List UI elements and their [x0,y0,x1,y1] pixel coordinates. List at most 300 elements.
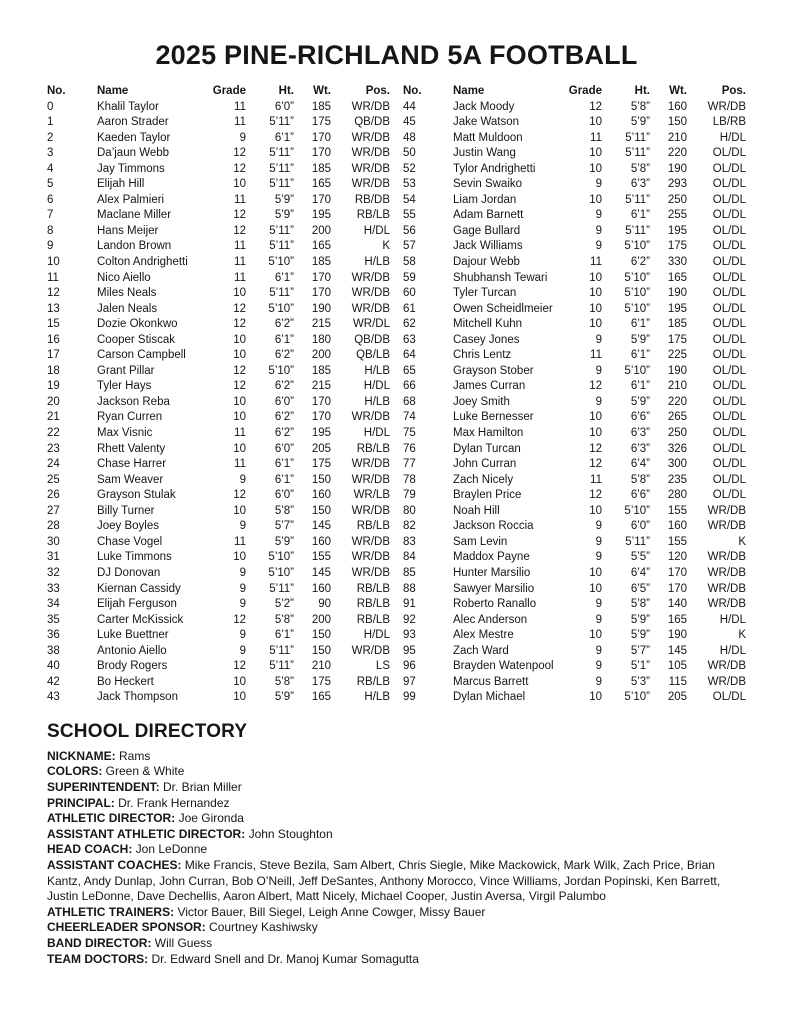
table-row [47,131,390,147]
table-row [47,224,390,240]
cell-no: 68 [403,395,416,408]
cell-grade: 12 [233,224,246,237]
cell-wt: 175 [667,333,687,346]
cell-ht: 5’9” [630,116,650,129]
cell-name: Noah Hill [453,504,500,517]
cell-wt: 145 [311,566,331,579]
cell-name: Jackson Reba [97,395,170,408]
cell-pos: OL/DL [712,162,746,175]
directory-value: Victor Bauer, Bill Siegel, Leigh Anne Cowger, Missy Bauer [177,904,486,919]
table-row [403,364,746,380]
cell-pos: OL/DL [712,318,746,331]
cell-pos: OL/DL [712,427,746,440]
cell-name: Rhett Valenty [97,442,166,455]
cell-name: Cooper Stiscak [97,333,175,346]
cell-grade: 12 [233,489,246,502]
cell-grade: 10 [589,162,602,175]
cell-pos: H/DL [719,613,746,626]
cell-pos: OL/DL [712,395,746,408]
cell-no: 78 [403,473,416,486]
table-row [403,488,746,504]
table-row [47,597,390,613]
cell-wt: 190 [667,162,687,175]
directory-entry [47,749,746,765]
cell-pos: RB/DB [354,193,390,206]
cell-name: Tyler Turcan [453,287,517,300]
cell-ht: 6’5” [630,582,650,595]
table-row [47,442,390,458]
cell-name: Da’jaun Webb [97,147,170,160]
directory-value: Green & White [105,764,185,779]
column-header-wt: Wt. [313,85,331,97]
table-row [403,613,746,629]
table-row [403,426,746,442]
cell-ht: 5’11” [625,193,650,206]
cell-wt: 225 [667,349,687,362]
cell-wt: 155 [311,551,331,564]
table-row [403,193,746,209]
cell-name: Joey Smith [453,395,510,408]
table-row [47,504,390,520]
directory-label: ATHLETIC TRAINERS: [47,904,178,919]
cell-name: Landon Brown [97,240,172,253]
cell-no: 75 [403,427,416,440]
directory-entry [47,920,746,936]
table-row [403,597,746,613]
cell-wt: 170 [311,131,331,144]
cell-name: Maddox Payne [453,551,530,564]
cell-wt: 170 [311,271,331,284]
column-header-pos: Pos. [365,85,390,97]
cell-grade: 9 [239,598,246,611]
cell-grade: 9 [239,644,246,657]
cell-ht: 6’1” [630,318,650,331]
cell-wt: 175 [311,675,331,688]
cell-ht: 5’9” [630,613,650,626]
table-row [47,690,390,706]
cell-ht: 5’9” [274,535,294,548]
cell-grade: 10 [233,349,246,362]
column-header-grade: Grade [568,85,602,97]
cell-ht: 5’8” [274,504,294,517]
cell-pos: H/LB [364,364,390,377]
cell-wt: 175 [311,458,331,471]
cell-wt: 190 [667,629,687,642]
cell-ht: 5’7” [274,520,294,533]
cell-grade: 9 [239,629,246,642]
roster-table-right [403,84,746,706]
cell-name: Jack Williams [453,240,523,253]
cell-no: 6 [47,193,54,206]
cell-name: Billy Turner [97,504,155,517]
cell-grade: 9 [595,675,602,688]
cell-grade: 10 [589,582,602,595]
cell-ht: 6’1” [274,271,294,284]
cell-no: 61 [403,302,416,315]
cell-wt: 175 [667,240,687,253]
cell-grade: 10 [589,287,602,300]
cell-pos: WR/DB [351,131,390,144]
column-header-name: Name [453,85,485,97]
cell-pos: OL/DL [712,333,746,346]
table-row [47,146,390,162]
cell-wt: 170 [311,411,331,424]
cell-no: 88 [403,582,416,595]
table-row [47,519,390,535]
cell-ht: 6’0” [274,395,294,408]
directory-entry [47,796,746,812]
cell-grade: 12 [233,613,246,626]
cell-wt: 160 [311,535,331,548]
cell-name: Elijah Hill [97,178,145,191]
cell-grade: 9 [595,598,602,611]
cell-wt: 250 [667,427,687,440]
cell-name: Alex Mestre [453,629,514,642]
cell-ht: 6’2” [274,427,294,440]
cell-ht: 5’1” [630,660,650,673]
cell-grade: 10 [589,504,602,517]
cell-ht: 6’2” [274,411,294,424]
cell-pos: WR/DB [351,287,390,300]
cell-grade: 9 [595,240,602,253]
cell-no: 5 [47,178,54,191]
cell-grade: 9 [595,535,602,548]
cell-pos: QB/LB [356,349,390,362]
directory-value: Joe Gironda [178,811,244,826]
cell-pos: WR/DB [707,566,746,579]
table-row [47,333,390,349]
cell-ht: 5’11” [269,240,294,253]
cell-pos: RB/LB [356,598,390,611]
cell-wt: 265 [667,411,687,424]
cell-grade: 9 [595,613,602,626]
cell-no: 66 [403,380,416,393]
directory-entry [47,764,746,780]
column-header-pos: Pos. [721,85,746,97]
cell-pos: K [738,629,746,642]
cell-no: 8 [47,224,54,237]
cell-wt: 200 [311,349,331,362]
cell-pos: WR/DB [351,178,390,191]
table-row [403,271,746,287]
cell-ht: 5’10” [624,691,650,704]
cell-pos: WR/DB [351,458,390,471]
cell-wt: 150 [311,504,331,517]
directory-entry [47,905,746,921]
cell-grade: 9 [239,582,246,595]
cell-pos: WR/DB [707,551,746,564]
cell-pos: RB/LB [356,209,390,222]
cell-ht: 6’1” [274,473,294,486]
cell-name: Elijah Ferguson [97,598,177,611]
cell-wt: 185 [311,364,331,377]
cell-wt: 175 [311,116,331,129]
cell-no: 58 [403,256,416,269]
cell-ht: 6’6” [630,489,650,502]
cell-no: 80 [403,504,416,517]
cell-grade: 11 [234,100,246,113]
cell-wt: 255 [667,209,687,222]
cell-ht: 6’3” [630,427,650,440]
cell-name: Grayson Stulak [97,489,176,502]
cell-no: 62 [403,318,416,331]
cell-grade: 10 [589,116,602,129]
cell-pos: OL/DL [712,473,746,486]
cell-no: 22 [47,427,60,440]
cell-grade: 11 [234,271,246,284]
table-row [47,582,390,598]
cell-no: 23 [47,442,60,455]
table-row [403,302,746,318]
cell-pos: OL/DL [712,691,746,704]
directory-value: Mike Francis, Steve Bezila, Sam Albert, Chris Siegle, Mike Mackowick, Mark Wilk, Zach Price, Brian Kantz, Andy Dunlap, John Curran, Bob O’Neill, Jeff DeSantes, Anthony Morocco, Vince Williams, Jordan Popinski, Ken Barrett, Justin LeDonne, Dave Dechellis, Aaron Albert, Matt Nicely, Michael Cooper, Justin Aversa, Virgil Palumbo [47,858,721,904]
table-row [403,255,746,271]
cell-ht: 6’1” [630,209,650,222]
cell-no: 44 [403,100,416,113]
cell-ht: 5’9” [274,193,294,206]
cell-ht: 5’11” [625,224,650,237]
cell-wt: 300 [667,458,687,471]
cell-name: James Curran [453,380,526,393]
table-row [47,348,390,364]
cell-pos: OL/DL [712,489,746,502]
cell-no: 59 [403,271,416,284]
cell-name: Max Visnic [97,427,153,440]
table-row [403,100,746,116]
cell-grade: 12 [589,458,602,471]
table-row [47,613,390,629]
cell-grade: 9 [595,520,602,533]
cell-grade: 11 [234,535,246,548]
cell-name: Kiernan Cassidy [97,582,181,595]
cell-pos: OL/DL [712,380,746,393]
table-row [403,659,746,675]
cell-name: Alex Palmieri [97,193,165,206]
column-header-wt: Wt. [669,85,687,97]
cell-grade: 10 [233,442,246,455]
cell-grade: 12 [233,364,246,377]
cell-pos: OL/DL [712,147,746,160]
table-row [403,550,746,566]
cell-ht: 5’11” [269,224,294,237]
cell-ht: 6’1” [274,629,294,642]
table-row [403,239,746,255]
cell-wt: 190 [311,302,331,315]
directory-entry [47,827,746,843]
cell-grade: 9 [595,644,602,657]
cell-name: Marcus Barrett [453,675,529,688]
table-row [403,395,746,411]
column-header-no: No. [403,85,422,97]
cell-no: 36 [47,629,60,642]
cell-wt: 200 [311,224,331,237]
table-row [47,473,390,489]
cell-wt: 120 [667,551,687,564]
cell-wt: 190 [667,364,687,377]
cell-name: Aaron Strader [97,116,169,129]
table-row [47,675,390,691]
school-directory [47,721,746,967]
cell-name: Carson Campbell [97,349,186,362]
cell-pos: WR/DB [707,100,746,113]
cell-grade: 10 [233,675,246,688]
cell-name: Sawyer Marsilio [453,582,535,595]
cell-pos: RB/LB [356,520,390,533]
cell-no: 55 [403,209,416,222]
cell-name: Carter McKissick [97,613,184,626]
cell-no: 24 [47,458,60,471]
cell-name: Jay Timmons [97,162,165,175]
table-row [47,162,390,178]
cell-grade: 9 [239,566,246,579]
cell-pos: OL/DL [712,224,746,237]
table-row [403,333,746,349]
cell-name: Casey Jones [453,333,520,346]
cell-name: Chris Lentz [453,349,512,362]
table-row [47,302,390,318]
cell-pos: OL/DL [712,302,746,315]
cell-wt: 185 [311,162,331,175]
directory-label: ATHLETIC DIRECTOR: [47,811,179,826]
cell-ht: 5’9” [274,209,294,222]
cell-wt: 165 [311,178,331,191]
cell-wt: 105 [667,660,687,673]
cell-grade: 12 [233,318,246,331]
cell-pos: LS [375,660,390,673]
cell-wt: 165 [311,240,331,253]
cell-no: 19 [47,380,60,393]
cell-grade: 10 [589,302,602,315]
cell-no: 25 [47,473,60,486]
cell-name: Shubhansh Tewari [453,271,548,284]
cell-no: 34 [47,598,60,611]
cell-ht: 5’8” [274,675,294,688]
cell-grade: 12 [589,380,602,393]
cell-pos: H/LB [364,395,390,408]
cell-grade: 11 [234,458,246,471]
cell-pos: RB/LB [356,613,390,626]
cell-name: Dozie Okonkwo [97,318,178,331]
cell-no: 16 [47,333,60,346]
cell-pos: WR/DB [351,566,390,579]
cell-wt: 145 [311,520,331,533]
cell-wt: 155 [667,535,687,548]
cell-name: Brayden Watenpool [453,660,554,673]
cell-name: Liam Jordan [453,193,517,206]
directory-value: Courtney Kashiwsky [209,920,318,935]
cell-ht: 6’1” [274,131,294,144]
cell-no: 20 [47,395,60,408]
cell-no: 45 [403,116,416,129]
cell-name: Dylan Turcan [453,442,521,455]
cell-grade: 11 [590,473,602,486]
cell-grade: 12 [233,209,246,222]
cell-no: 21 [47,411,60,424]
cell-pos: OL/DL [712,458,746,471]
cell-ht: 6’1” [274,458,294,471]
cell-wt: 215 [311,380,331,393]
cell-ht: 5’9” [274,691,294,704]
cell-grade: 9 [595,395,602,408]
table-row [403,162,746,178]
table-row [403,535,746,551]
cell-wt: 185 [311,256,331,269]
cell-grade: 10 [233,411,246,424]
cell-ht: 5’11” [269,287,294,300]
cell-grade: 10 [233,333,246,346]
cell-grade: 10 [589,271,602,284]
table-row [403,208,746,224]
cell-pos: WR/DB [351,411,390,424]
directory-entries [47,749,746,967]
directory-label: NICKNAME: [47,748,119,763]
cell-no: 85 [403,566,416,579]
cell-ht: 5’11” [269,162,294,175]
cell-no: 10 [47,256,60,269]
cell-grade: 12 [589,100,602,113]
directory-value: Jon LeDonne [135,842,208,857]
cell-ht: 5’10” [624,287,650,300]
table-row [403,628,746,644]
cell-name: Sevin Swaiko [453,178,523,191]
cell-name: Hunter Marsilio [453,566,531,579]
directory-label: CHEERLEADER SPONSOR: [47,920,210,935]
cell-no: 57 [403,240,416,253]
directory-value: Dr. Brian Miller [163,780,242,795]
cell-ht: 5’8” [630,473,650,486]
cell-no: 9 [47,240,54,253]
cell-ht: 6’3” [630,178,650,191]
table-row [47,208,390,224]
cell-name: Luke Timmons [97,551,172,564]
cell-pos: WR/DL [352,318,390,331]
cell-name: Tylor Andrighetti [453,162,536,175]
cell-grade: 12 [589,489,602,502]
table-row [47,115,390,131]
cell-pos: K [738,535,746,548]
cell-no: 30 [47,535,60,548]
table-row [47,566,390,582]
cell-no: 53 [403,178,416,191]
cell-name: Alec Anderson [453,613,528,626]
cell-no: 17 [47,349,60,362]
cell-ht: 5’10” [624,302,650,315]
cell-ht: 5’11” [269,644,294,657]
cell-wt: 145 [667,644,687,657]
cell-grade: 9 [595,364,602,377]
cell-pos: RB/LB [356,442,390,455]
cell-ht: 5’11” [269,660,294,673]
cell-name: John Curran [453,458,517,471]
directory-label: COLORS: [47,764,106,779]
cell-pos: OL/DL [712,193,746,206]
directory-value: Dr. Edward Snell and Dr. Manoj Kumar Somagutta [151,951,419,966]
cell-grade: 12 [233,147,246,160]
cell-no: 60 [403,287,416,300]
cell-no: 63 [403,333,416,346]
cell-ht: 6’3” [630,442,650,455]
table-row [403,457,746,473]
cell-no: 18 [47,364,60,377]
cell-pos: OL/DL [712,287,746,300]
cell-grade: 10 [233,551,246,564]
cell-pos: H/DL [363,224,390,237]
cell-ht: 5’11” [625,147,650,160]
cell-name: Jake Watson [453,116,520,129]
cell-name: Maclane Miller [97,209,172,222]
cell-wt: 185 [311,100,331,113]
cell-wt: 170 [311,287,331,300]
